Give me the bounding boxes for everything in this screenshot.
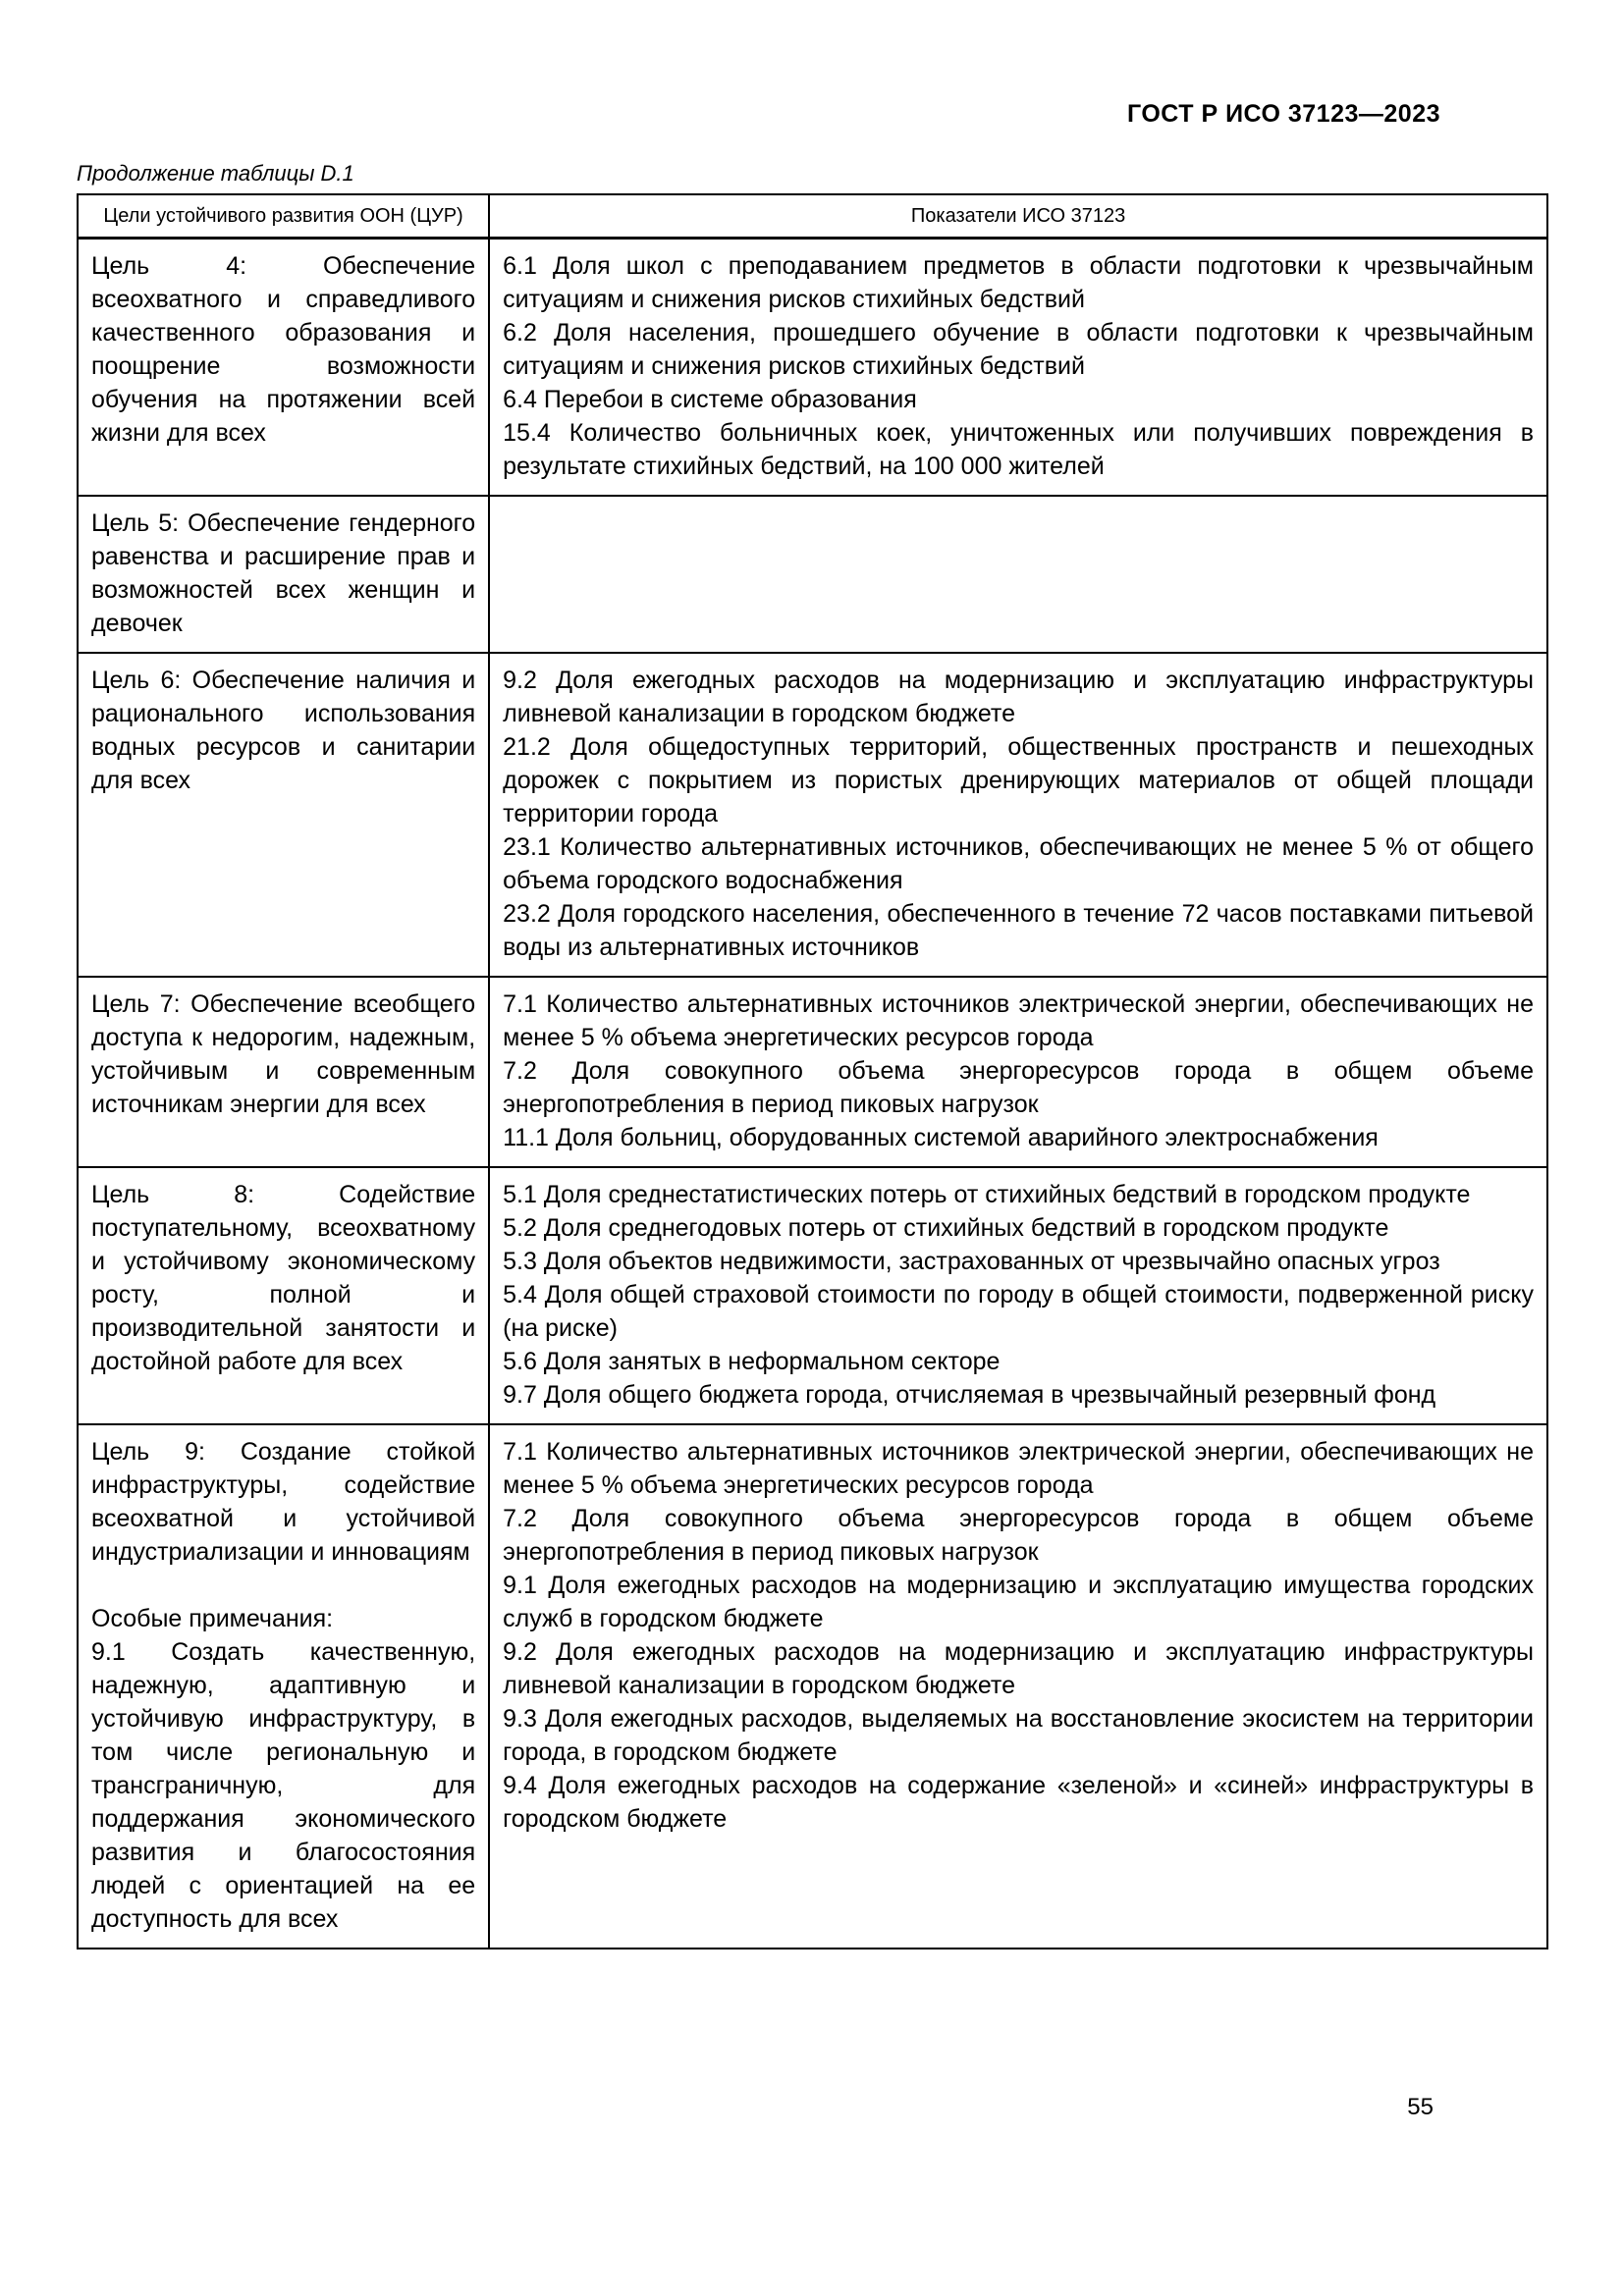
indicator-paragraph: 6.2 Доля населения, прошедшего обучение в области подготовки к чрезвычайным ситуациям и снижения рисков стихийных бедствий: [503, 319, 1534, 380]
goal-paragraph: 9.1 Создать качественную, надежную, адаптивную и устойчивую инфраструктуру, в том числе региональную и трансграничную, для поддержания экономического развития и благосостояния людей с ориентацией на ее доступность для всех: [91, 1638, 476, 1933]
column-header-goals: Цели устойчивого развития ООН (ЦУР): [78, 194, 489, 239]
indicator-paragraph: 7.1 Количество альтернативных источников электрической энергии, обеспечивающих не менее 5 % объема энергетических ресурсов города: [503, 1438, 1534, 1499]
indicator-paragraph: 21.2 Доля общедоступных территорий, общественных пространств и пешеходных дорожек с покрытием из пористых дренирующих материалов от общей площади территории города: [503, 733, 1534, 828]
goal-paragraph: Цель 7: Обеспечение всеобщего доступа к недорогим, надежным, устойчивым и современным источникам энергии для всех: [91, 990, 476, 1118]
table-row: [78, 977, 1547, 1167]
indicator-paragraph: 11.1 Доля больниц, оборудованных системой аварийного электроснабжения: [503, 1124, 1379, 1151]
table-head: [78, 194, 1547, 239]
table-row: [78, 496, 1547, 653]
goal-cell: [78, 1424, 489, 1949]
goal-cell: [78, 653, 489, 977]
goal-paragraph: Цель 9: Создание стойкой инфраструктуры, содействие всеохватной и устойчивой индустриализации и инновациям: [91, 1438, 476, 1566]
indicator-paragraph: 5.3 Доля объектов недвижимости, застрахованных от чрезвычайно опасных угроз: [503, 1248, 1440, 1275]
table-row: [78, 1167, 1547, 1424]
indicator-paragraph: 9.2 Доля ежегодных расходов на модернизацию и эксплуатацию инфраструктуры ливневой канализации в городском бюджете: [503, 667, 1534, 727]
column-header-indicators: Показатели ИСО 37123: [489, 194, 1547, 239]
table-header-row: [78, 194, 1547, 239]
table-row: [78, 1424, 1547, 1949]
goal-cell: [78, 496, 489, 653]
goal-paragraph: Цель 4: Обеспечение всеохватного и справедливого качественного образования и поощрение возможности обучения на протяжении всей жизни для всех: [91, 252, 476, 447]
indicator-paragraph: 23.1 Количество альтернативных источников, обеспечивающих не менее 5 % от общего объема городского водоснабжения: [503, 833, 1534, 894]
indicator-paragraph: 5.4 Доля общей страховой стоимости по городу в общей стоимости, подверженной риску (на риске): [503, 1281, 1534, 1342]
indicator-paragraph: 9.2 Доля ежегодных расходов на модернизацию и эксплуатацию инфраструктуры ливневой канализации в городском бюджете: [503, 1638, 1534, 1699]
goal-paragraph: Цель 6: Обеспечение наличия и рационального использования водных ресурсов и санитарии для всех: [91, 667, 476, 794]
indicator-paragraph: 7.2 Доля совокупного объема энергоресурсов города в общем объеме энергопотребления в период пиковых нагрузок: [503, 1505, 1534, 1566]
indicator-cell: [489, 239, 1547, 497]
document-header: ГОСТ Р ИСО 37123—2023: [1127, 100, 1440, 128]
indicator-paragraph: 5.1 Доля среднестатистических потерь от стихийных бедствий в городском продукте: [503, 1181, 1471, 1208]
indicator-paragraph: 5.6 Доля занятых в неформальном секторе: [503, 1348, 1001, 1375]
goal-paragraph: [91, 1569, 475, 1602]
page-number: 55: [1407, 2094, 1434, 2120]
indicator-paragraph: 9.7 Доля общего бюджета города, отчисляемая в чрезвычайный резервный фонд: [503, 1381, 1436, 1409]
table-body: [78, 239, 1547, 1949]
table-row: [78, 653, 1547, 977]
indicator-cell: [489, 496, 1547, 653]
goal-cell: [78, 1167, 489, 1424]
goal-cell: [78, 977, 489, 1167]
indicator-paragraph: 9.1 Доля ежегодных расходов на модернизацию и эксплуатацию имущества городских служб в городском бюджете: [503, 1572, 1534, 1632]
indicator-paragraph: 6.1 Доля школ с преподаванием предметов в области подготовки к чрезвычайным ситуациям и снижения рисков стихийных бедствий: [503, 252, 1534, 313]
table-caption: Продолжение таблицы D.1: [77, 161, 354, 186]
indicator-cell: [489, 1167, 1547, 1424]
table-d1: [77, 193, 1548, 1949]
goal-paragraph: Цель 8: Содействие поступательному, всеохватному и устойчивому экономическому росту, полной и производительной занятости и достойной работе для всех: [91, 1181, 476, 1375]
indicator-cell: [489, 1424, 1547, 1949]
indicator-paragraph: 23.2 Доля городского населения, обеспеченного в течение 72 часов поставками питьевой воды из альтернативных источников: [503, 900, 1534, 961]
indicator-paragraph: 6.4 Перебои в системе образования: [503, 386, 917, 413]
goal-paragraph: Особые примечания:: [91, 1605, 334, 1632]
indicator-paragraph: 7.1 Количество альтернативных источников электрической энергии, обеспечивающих не менее 5 % объема энергетических ресурсов города: [503, 990, 1534, 1051]
indicator-cell: [489, 653, 1547, 977]
indicator-cell: [489, 977, 1547, 1167]
indicator-paragraph: 9.3 Доля ежегодных расходов, выделяемых на восстановление экосистем на территории города, в городском бюджете: [503, 1705, 1534, 1766]
table-row: [78, 239, 1547, 497]
goal-cell: [78, 239, 489, 497]
indicator-paragraph: 15.4 Количество больничных коек, уничтоженных или получивших повреждения в результате стихийных бедствий, на 100 000 жителей: [503, 419, 1534, 480]
goal-paragraph: Цель 5: Обеспечение гендерного равенства и расширение прав и возможностей всех женщин и девочек: [91, 509, 476, 637]
indicator-paragraph: 5.2 Доля среднегодовых потерь от стихийных бедствий в городском продукте: [503, 1214, 1389, 1242]
indicator-paragraph: 9.4 Доля ежегодных расходов на содержание «зеленой» и «синей» инфраструктуры в городском бюджете: [503, 1772, 1534, 1833]
indicator-paragraph: 7.2 Доля совокупного объема энергоресурсов города в общем объеме энергопотребления в период пиковых нагрузок: [503, 1057, 1534, 1118]
